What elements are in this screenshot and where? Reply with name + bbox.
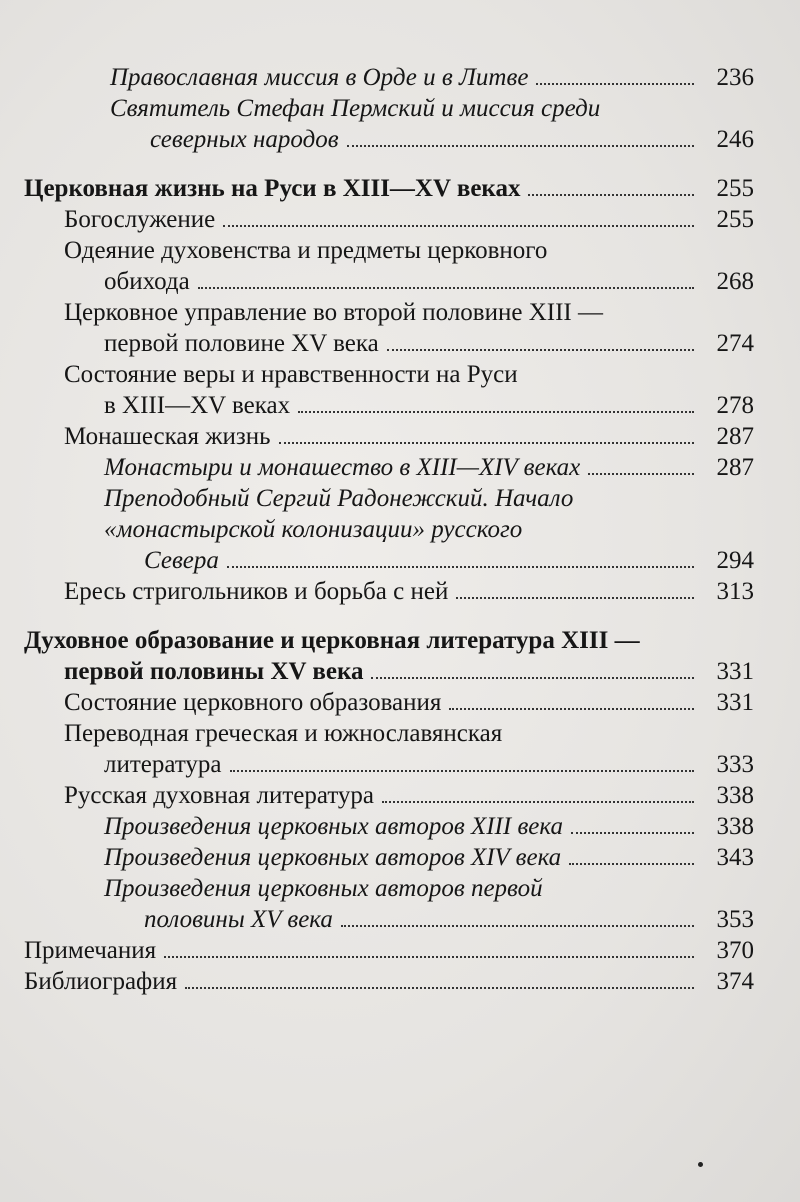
toc-page-number: 278 [716, 392, 754, 419]
toc-page-number: 255 [716, 206, 754, 233]
toc-entry-row [110, 124, 754, 155]
toc-page-number: 338 [716, 782, 754, 809]
toc-entry-row [64, 390, 754, 421]
toc-entry-title-line: Одеяние духовенства и предметы церковного [64, 237, 548, 264]
dot-leader [528, 194, 694, 196]
dot-leader [341, 925, 694, 927]
toc-page-number: 374 [716, 968, 754, 995]
toc-page-number: 370 [716, 937, 754, 964]
toc-page-number: 294 [716, 547, 754, 574]
toc-entry-title-line: Духовное образование и церковная литература XIII — [24, 627, 640, 654]
toc-entry[interactable] [24, 173, 754, 204]
toc-entry-row [104, 904, 754, 935]
toc-entry-title-line: первой половине XV века [104, 330, 379, 357]
dot-leader [449, 708, 694, 710]
toc-entry[interactable] [24, 811, 754, 842]
toc-entry[interactable] [24, 780, 754, 811]
toc-entry-row [64, 421, 754, 452]
toc-entry-title-line: Произведения церковных авторов XIV века [104, 844, 562, 871]
toc-entry[interactable] [24, 204, 754, 235]
toc-entry-title-line: Церковная жизнь на Руси в XIII—XV веках [24, 175, 521, 202]
dot-leader [371, 677, 694, 679]
toc-entry-title-line: Произведения церковных авторов первой [104, 875, 543, 902]
toc-entry-row [64, 749, 754, 780]
toc-page-number: 331 [716, 658, 754, 685]
toc-page-number: 274 [716, 330, 754, 357]
toc-entry-row [64, 204, 754, 235]
toc-entry-title-line: Православная миссия в Орде и в Литве [110, 64, 529, 91]
toc-entry-title-line: Состояние веры и нравственности на Руси [64, 361, 518, 388]
toc-entry-title-line: первой половины XV века [64, 658, 364, 685]
toc-page-number: 338 [716, 813, 754, 840]
dot-leader [588, 473, 694, 475]
toc-entry-row [104, 545, 754, 576]
toc-page-number: 246 [716, 126, 754, 153]
ink-dot [698, 1162, 703, 1167]
toc-entry[interactable] [24, 842, 754, 873]
toc-entry-title-line: литература [104, 751, 222, 778]
toc-entry-row [24, 966, 754, 997]
table-of-contents [24, 62, 754, 997]
dot-leader [230, 770, 694, 772]
toc-entry-row [64, 328, 754, 359]
toc-entry-title-line: Ересь стригольников и борьба с ней [64, 578, 449, 605]
toc-entry-title-line: Монашеская жизнь [64, 423, 271, 450]
toc-entry-row [110, 62, 754, 93]
toc-entry[interactable] [24, 935, 754, 966]
toc-entry-row [64, 576, 754, 607]
toc-entry-title-line: Произведения церковных авторов XIII века [104, 813, 563, 840]
toc-page-number: 353 [716, 906, 754, 933]
toc-entry[interactable] [24, 452, 754, 483]
dot-leader [569, 863, 694, 865]
toc-entry[interactable] [24, 421, 754, 452]
dot-leader [198, 287, 694, 289]
toc-entry-title-line: северных народов [150, 126, 339, 153]
toc-page-number: 255 [716, 175, 754, 202]
toc-entry-row [104, 452, 754, 483]
dot-leader [347, 145, 694, 147]
toc-entry-title-line: обихода [104, 268, 190, 295]
toc-page-number: 343 [716, 844, 754, 871]
toc-entry-row [24, 935, 754, 966]
dot-leader [223, 225, 694, 227]
toc-entry-row [104, 811, 754, 842]
toc-entry[interactable] [24, 235, 754, 297]
dot-leader [185, 987, 694, 989]
section-gap [24, 155, 754, 173]
toc-entry-title-line: Переводная греческая и южнославянская [64, 720, 503, 747]
toc-entry-title-line: Севера [144, 547, 219, 574]
toc-page-number: 236 [716, 64, 754, 91]
toc-entry[interactable] [24, 966, 754, 997]
toc-entry-row [64, 687, 754, 718]
toc-entry[interactable] [24, 718, 754, 780]
toc-entry-title-line: Монастыри и монашество в XIII—XIV веках [104, 454, 581, 481]
dot-leader [571, 832, 694, 834]
toc-page-number: 268 [716, 268, 754, 295]
toc-entry[interactable] [24, 873, 754, 935]
dot-leader [227, 566, 694, 568]
dot-leader [279, 442, 694, 444]
toc-entry[interactable] [24, 483, 754, 576]
toc-entry[interactable] [24, 576, 754, 607]
toc-entry[interactable] [24, 359, 754, 421]
toc-entry[interactable] [24, 62, 754, 93]
toc-entry-title-line: Святитель Стефан Пермский и миссия среди [110, 95, 601, 122]
toc-entry-title-line: «монастырской колонизации» русского [104, 516, 523, 543]
toc-entry-title-line: половины XV века [144, 906, 333, 933]
toc-entry-title-line: Церковное управление во второй половине XIII — [64, 299, 603, 326]
dot-leader [536, 83, 694, 85]
toc-entry[interactable] [24, 297, 754, 359]
toc-entry[interactable] [24, 625, 754, 687]
toc-entry-title-line: Состояние церковного образования [64, 689, 442, 716]
toc-entry[interactable] [24, 93, 754, 155]
toc-page-number: 313 [716, 578, 754, 605]
dot-leader [298, 411, 694, 413]
toc-entry-row [64, 780, 754, 811]
toc-entry-title-line: Богослужение [64, 206, 216, 233]
dot-leader [164, 956, 694, 958]
toc-entry-title-line: Примечания [24, 937, 157, 964]
toc-entry-title-line: Преподобный Сергий Радонежский. Начало [104, 485, 574, 512]
toc-page-number: 331 [716, 689, 754, 716]
toc-entry-row [24, 173, 754, 204]
toc-entry-title-line: в XIII—XV веках [104, 392, 291, 419]
dot-leader [382, 801, 694, 803]
toc-page-number: 287 [716, 454, 754, 481]
toc-page-number: 333 [716, 751, 754, 778]
toc-entry-row [64, 266, 754, 297]
toc-entry-title-line: Библиография [24, 968, 178, 995]
dot-leader [387, 349, 694, 351]
toc-entry-row [104, 842, 754, 873]
toc-entry-row [24, 656, 754, 687]
section-gap [24, 607, 754, 625]
dot-leader [456, 597, 694, 599]
toc-entry[interactable] [24, 687, 754, 718]
toc-page-number: 287 [716, 423, 754, 450]
toc-entry-title-line: Русская духовная литература [64, 782, 375, 809]
